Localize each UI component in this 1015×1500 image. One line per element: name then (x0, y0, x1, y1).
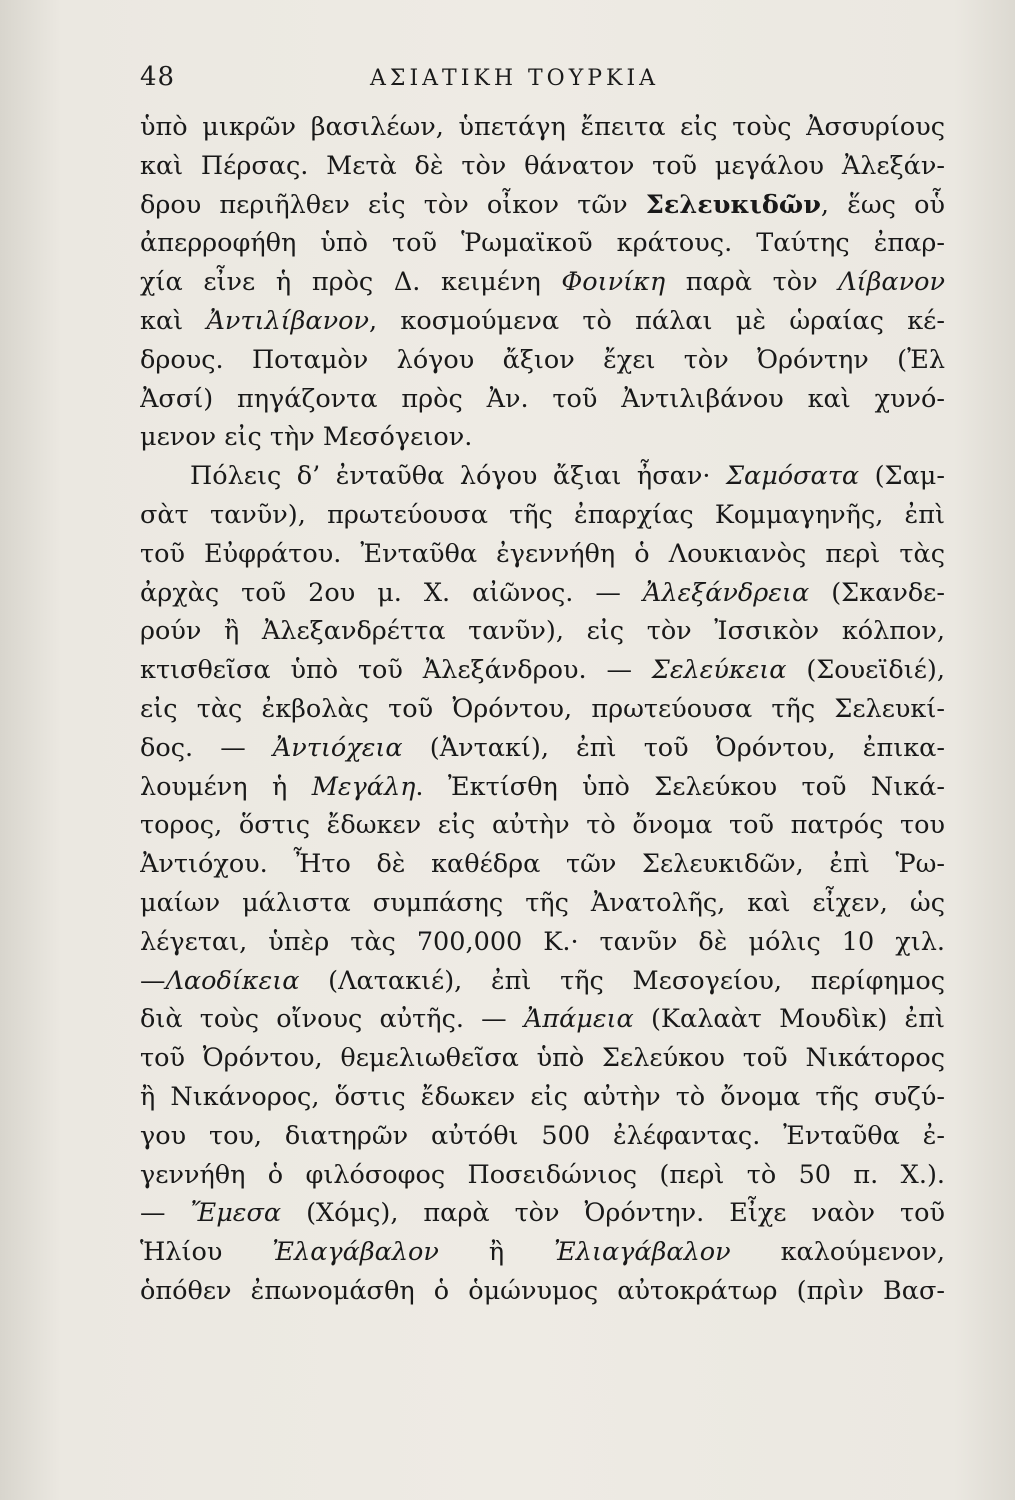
text-segment: Ἀσσί) πηγάζοντα πρὸς Ἀν. τοῦ Ἀντιλιβάνου καὶ χυνό- (140, 383, 945, 414)
text-segment: μενον εἰς τὴν Μεσόγειον. (140, 422, 473, 453)
text-segment: , ἕως οὗ (820, 189, 945, 220)
text-line (140, 380, 945, 419)
text-segment: (Καλαὰτ Μουδὶκ) ἐπὶ (633, 1004, 945, 1035)
text-segment: ὑπὸ μικρῶν βασιλέων, ὑπετάγη ἔπειτα εἰς τοὺς Ἀσσυρίους (140, 112, 945, 142)
text-segment: λέγεται, ὑπὲρ τὰς 700,000 Κ.· τανῦν δὲ μόλις 10 χιλ. (140, 926, 945, 957)
text-segment: τοῦ Ὀρόντου, θεμελιωθεῖσα ὑπὸ Σελεύκου τοῦ Νικάτορος (140, 1043, 945, 1074)
text-segment: διὰ τοὺς οἴνους αὐτῆς. — (140, 1004, 524, 1035)
text-line (140, 457, 945, 496)
text-line (140, 690, 945, 729)
text-segment: δρους. Ποταμὸν λόγου ἄξιον ἔχει τὸν Ὀρόντην (Ἐλ (140, 344, 945, 375)
text-line (140, 1272, 945, 1311)
text-line (140, 1233, 945, 1272)
text-line (140, 147, 945, 186)
text-segment: ρούν ἢ Ἀλεξανδρέττα τανῦν), εἰς τὸν Ἰσσικὸν κόλπον, (140, 616, 945, 647)
text-segment: Ἀντιόχου. Ἦτο δὲ καθέδρα τῶν Σελευκιδῶν, ἐπὶ Ῥω- (140, 849, 945, 880)
italic-term: Ἐλαγάβαλον (272, 1237, 439, 1268)
text-line (140, 923, 945, 962)
text-segment: εἰς τὰς ἐκβολὰς τοῦ Ὀρόντου, πρωτεύουσα τῆς Σελευκί- (140, 693, 945, 724)
text-line (140, 806, 945, 845)
text-segment: καὶ (140, 305, 207, 336)
text-line (140, 768, 945, 807)
text-segment: . Ἐκτίσθη ὑπὸ Σελεύκου τοῦ Νικά- (415, 771, 945, 802)
italic-term: Ἐλιαγάβαλον (554, 1237, 731, 1268)
running-title: ΑΣΙΑΤΙΚΗ ΤΟΥΡΚΙΑ (370, 66, 660, 91)
text-segment: , κοσμούμενα τὸ πάλαι μὲ ὡραίας κέ- (369, 305, 945, 336)
text-segment: λουμένη ἡ (140, 771, 312, 802)
italic-term: Φοινίκη (561, 267, 666, 298)
text-line (140, 1078, 945, 1117)
text-segment: — (140, 965, 166, 996)
text-line (140, 1039, 945, 1078)
italic-term: Λαοδίκεια (165, 965, 300, 996)
text-segment: χία εἶνε ἡ πρὸς Δ. κειμένη (140, 267, 562, 298)
text-segment: Πόλεις δ’ ἐνταῦθα λόγου ἄξιαι ἦσαν· (190, 461, 726, 492)
text-line (140, 1000, 945, 1039)
text-segment: ὁπόθεν ἐπωνομάσθη ὁ ὁμώνυμος αὐτοκράτωρ (πρὶν Βασ- (140, 1275, 945, 1306)
text-line (140, 884, 945, 923)
text-line (140, 341, 945, 380)
text-segment: γου του, διατηρῶν αὐτόθι 500 ἐλέφαντας. Ἐνταῦθα ἐ- (140, 1120, 945, 1151)
text-segment: γεννήθη ὁ φιλόσοφος Ποσειδώνιος (περὶ τὸ 50 π. Χ.). (140, 1159, 945, 1190)
italic-term: Ἔμεσα (190, 1198, 282, 1229)
text-segment: Ἡλίου (140, 1237, 273, 1268)
text-line (140, 186, 945, 225)
text-segment: ἀπερροφήθη ὑπὸ τοῦ Ῥωμαϊκοῦ κράτους. Ταύτης ἐπαρ- (140, 228, 945, 259)
text-segment: καλούμενον, (730, 1237, 945, 1268)
italic-term: Ἀπάμεια (523, 1004, 634, 1035)
bold-term: Σελευκιδῶν (645, 189, 821, 220)
body-text (140, 108, 945, 1311)
text-line (140, 418, 945, 457)
text-line (140, 535, 945, 574)
text-segment: δος. — (140, 732, 273, 763)
text-line (140, 1194, 945, 1233)
italic-term: Ἀλεξάνδρεια (642, 577, 810, 608)
italic-term: Σαμόσατα (725, 461, 860, 492)
text-segment: σὰτ τανῦν), πρωτεύουσα τῆς ἐπαρχίας Κομμαγηνῆς, ἐπὶ (140, 499, 945, 530)
text-segment: — (140, 1198, 191, 1229)
text-line (140, 962, 945, 1001)
text-line (140, 224, 945, 263)
text-line (140, 108, 945, 147)
text-line (140, 263, 945, 302)
text-segment: (Χόμς), παρὰ τὸν Ὀρόντην. Εἶχε ναὸν τοῦ (281, 1198, 945, 1229)
text-segment: (Ἀντακί), ἐπὶ τοῦ Ὀρόντου, ἐπικα- (402, 732, 945, 763)
text-segment: ἀρχὰς τοῦ 2ου μ. Χ. αἰῶνος. — (140, 577, 643, 608)
text-segment: καὶ Πέρσας. Μετὰ δὲ τὸν θάνατον τοῦ μεγάλου Ἀλεξάν- (140, 150, 945, 181)
text-line (140, 612, 945, 651)
text-segment: τοῦ Εὐφράτου. Ἐνταῦθα ἐγεννήθη ὁ Λουκιανὸς περὶ τὰς (140, 538, 945, 569)
text-line (140, 1156, 945, 1195)
text-segment: δρου περιῆλθεν εἰς τὸν οἶκον τῶν (140, 189, 646, 220)
italic-term: Μεγάλη (311, 771, 416, 802)
text-segment: (Σουεϊδιέ), (786, 655, 945, 686)
text-segment: (Σκανδε- (809, 577, 945, 608)
page-header (140, 62, 945, 102)
text-segment: (Σαμ- (859, 461, 945, 492)
italic-term: Σελεύκεια (651, 655, 787, 686)
text-segment: μαίων μάλιστα συμπάσης τῆς Ἀνατολῆς, καὶ εἶχεν, ὡς (140, 887, 945, 918)
text-segment: (Λατακιέ), ἐπὶ τῆς Μεσογείου, περίφημος (299, 965, 945, 996)
text-line (140, 729, 945, 768)
text-segment: ἢ (438, 1237, 555, 1268)
text-line (140, 496, 945, 535)
text-line (140, 845, 945, 884)
text-segment: κτισθεῖσα ὑπὸ τοῦ Ἀλεξάνδρου. — (140, 655, 652, 686)
text-segment: παρὰ τὸν (665, 267, 839, 298)
text-line (140, 302, 945, 341)
italic-term: Ἀντιόχεια (272, 732, 403, 763)
text-segment: τορος, ὅστις ἔδωκεν εἰς αὐτὴν τὸ ὄνομα τοῦ πατρός του (140, 810, 945, 841)
text-line (140, 1117, 945, 1156)
text-segment: ἢ Νικάνορος, ὅστις ἔδωκεν εἰς αὐτὴν τὸ ὄνομα τῆς συζύ- (140, 1081, 945, 1112)
text-line (140, 651, 945, 690)
page-number: 48 (140, 62, 176, 92)
italic-term: Λίβανον (838, 267, 945, 298)
text-line (140, 574, 945, 613)
italic-term: Ἀντιλίβανον (206, 305, 369, 336)
